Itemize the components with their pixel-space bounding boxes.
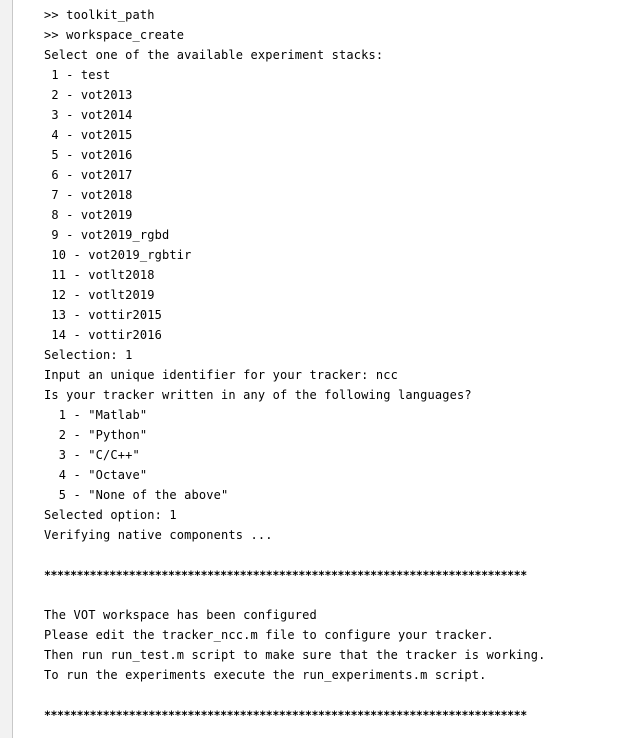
command-line: >> workspace_create [44,28,185,42]
blank-line [44,585,624,605]
stack-option-line: 12 - votlt2019 [44,288,155,302]
stack-option-line: 5 - vot2016 [44,148,133,162]
stack-option-line: 7 - vot2018 [44,188,133,202]
stack-option-line: 6 - vot2017 [44,168,133,182]
language-option-line: 3 - "C/C++" [44,448,140,462]
language-option-line: 2 - "Python" [44,428,148,442]
output-line: Verifying native components ... [44,528,273,542]
output-line: Select one of the available experiment stacks: [44,48,384,62]
stack-option-line: 4 - vot2015 [44,128,133,142]
blank-line [44,545,624,565]
language-option-line: 5 - "None of the above" [44,488,229,502]
output-line: The VOT workspace has been configured [44,608,317,622]
editor-gutter [0,0,13,738]
stack-option-line: 8 - vot2019 [44,208,133,222]
separator-line: ************************************************************************** [44,568,527,582]
command-window-output[interactable] [44,5,624,738]
output-line: Then run run_test.m script to make sure that the tracker is working. [44,648,546,662]
output-line: To run the experiments execute the run_experiments.m script. [44,668,487,682]
command-line: >> toolkit_path [44,8,155,22]
stack-option-line: 13 - vottir2015 [44,308,162,322]
output-line: Please edit the tracker_ncc.m file to configure your tracker. [44,628,494,642]
stack-option-line: 1 - test [44,68,111,82]
output-line: Input an unique identifier for your tracker: ncc [44,368,398,382]
blank-line [44,685,624,705]
output-line: Selection: 1 [44,348,133,362]
stack-option-line: 2 - vot2013 [44,88,133,102]
output-line: Selected option: 1 [44,508,177,522]
stack-option-line: 11 - votlt2018 [44,268,155,282]
stack-option-line: 9 - vot2019_rgbd [44,228,170,242]
separator-line: ************************************************************************** [44,708,527,722]
language-option-line: 1 - "Matlab" [44,408,148,422]
stack-option-line: 14 - vottir2016 [44,328,162,342]
language-option-line: 4 - "Octave" [44,468,148,482]
stack-option-line: 3 - vot2014 [44,108,133,122]
output-line: Is your tracker written in any of the following languages? [44,388,472,402]
stack-option-line: 10 - vot2019_rgbtir [44,248,192,262]
